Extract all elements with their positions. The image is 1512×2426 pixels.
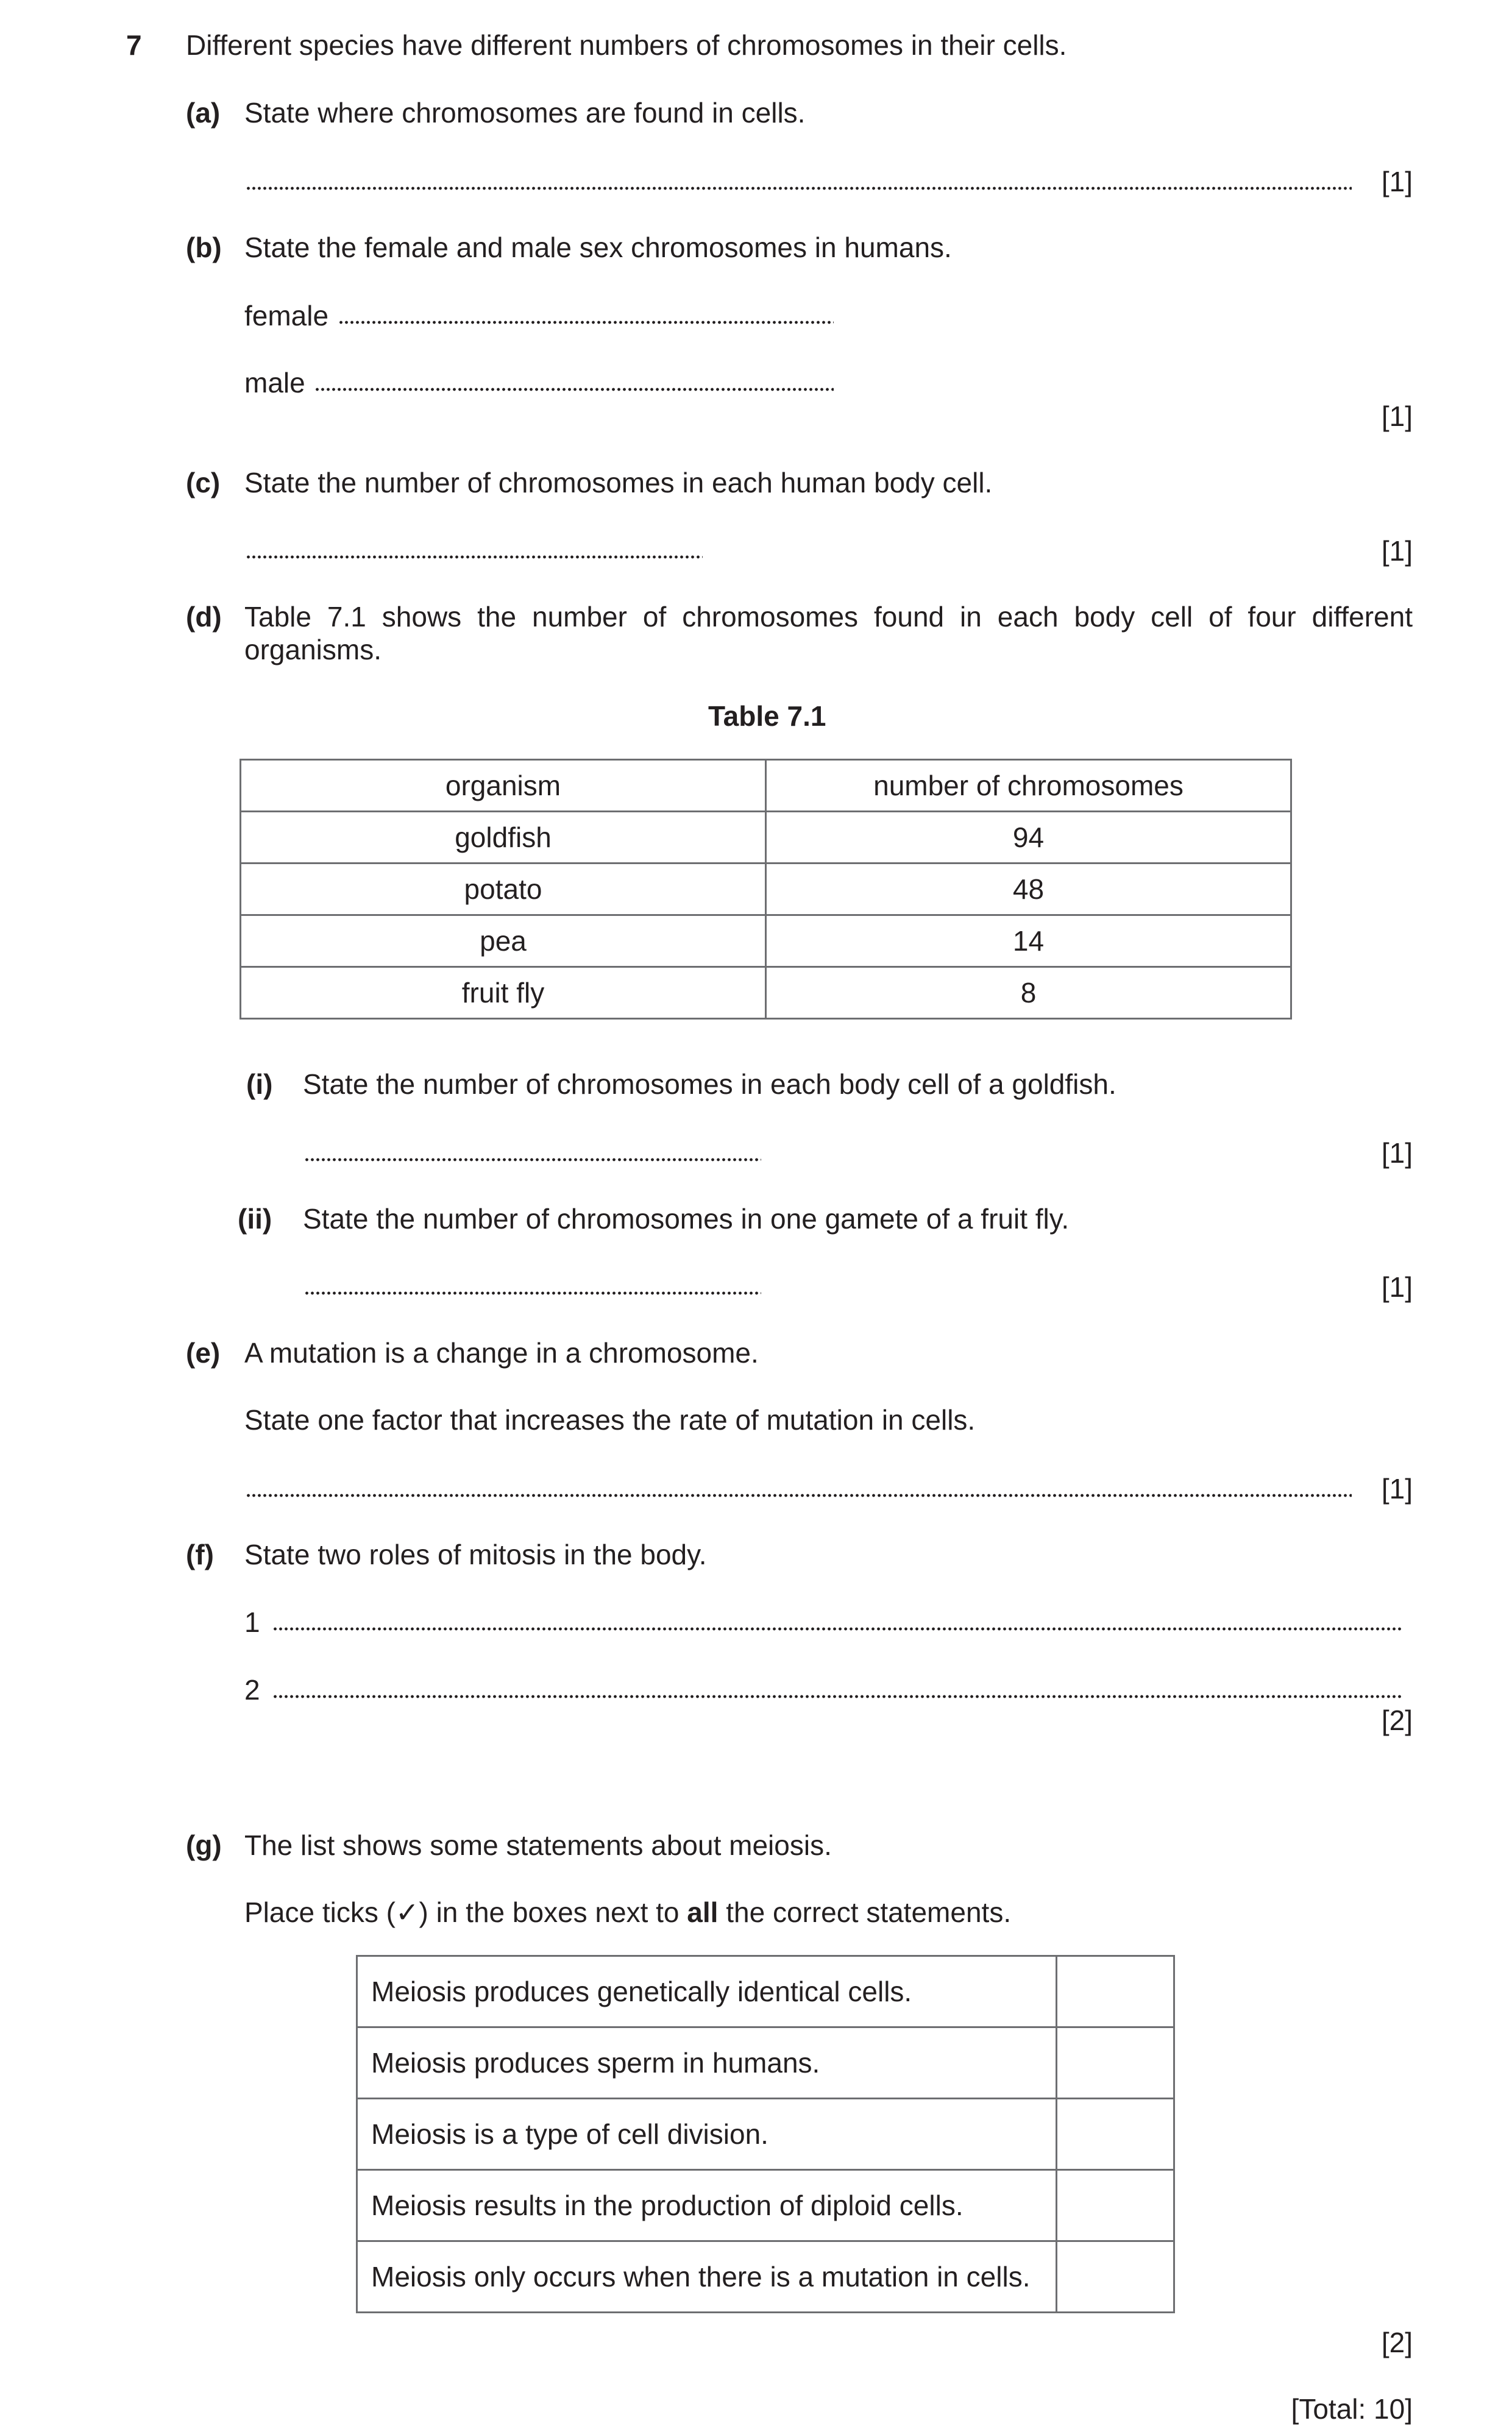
statement-row xyxy=(357,2027,1174,2099)
part-f-label: (f) xyxy=(186,1539,214,1570)
instruction-emphasis: all xyxy=(687,1896,719,1928)
part-d-ii-answer-line[interactable] xyxy=(304,1291,761,1296)
statement-row xyxy=(357,2241,1174,2313)
statement-row xyxy=(357,1956,1174,2027)
part-b-marks: [1] xyxy=(1381,400,1413,432)
female-label: female xyxy=(244,300,329,332)
part-b-text: State the female and male sex chromosomes in humans. xyxy=(244,232,952,263)
part-f-text: State two roles of mitosis in the body. xyxy=(244,1539,707,1570)
table-row xyxy=(241,967,1291,1019)
statement-row xyxy=(357,2170,1174,2241)
part-f-answer-line-1[interactable] xyxy=(272,1626,1403,1631)
question-number: 7 xyxy=(126,29,142,61)
female-answer-line[interactable] xyxy=(338,320,834,325)
table-7-1-title: Table 7.1 xyxy=(708,700,826,732)
part-e-text1: A mutation is a change in a chromosome. xyxy=(244,1337,759,1369)
total-marks: [Total: 10] xyxy=(1291,2393,1413,2425)
part-f-answer-line-2[interactable] xyxy=(272,1694,1403,1699)
part-d-text-line1: Table 7.1 shows the number of chromosomes found in each body cell of four different xyxy=(244,601,1413,633)
chromosome-count-cell: 48 xyxy=(766,864,1291,915)
part-c-label: (c) xyxy=(186,467,221,498)
header-chromosomes: number of chromosomes xyxy=(766,760,1291,812)
organism-cell: goldfish xyxy=(241,812,766,864)
part-e-marks: [1] xyxy=(1381,1473,1413,1505)
chromosome-count-cell: 14 xyxy=(766,915,1291,967)
tick-box[interactable] xyxy=(1057,2099,1174,2170)
part-d-i-label: (i) xyxy=(246,1068,273,1100)
part-d-text-line2: organisms. xyxy=(244,634,382,665)
tick-box[interactable] xyxy=(1057,2170,1174,2241)
part-c-answer-line[interactable] xyxy=(246,555,703,559)
statement-text: Meiosis results in the production of diploid cells. xyxy=(357,2170,1057,2241)
tick-box[interactable] xyxy=(1057,2027,1174,2099)
meiosis-statements-table xyxy=(356,1955,1175,2313)
part-b-label: (b) xyxy=(186,232,222,263)
table-row xyxy=(241,864,1291,915)
statement-row xyxy=(357,2099,1174,2170)
male-label: male xyxy=(244,367,305,399)
statement-text: Meiosis is a type of cell division. xyxy=(357,2099,1057,2170)
part-d-i-answer-line[interactable] xyxy=(304,1157,761,1162)
table-row xyxy=(241,915,1291,967)
tick-box[interactable] xyxy=(1057,1956,1174,2027)
chromosome-table xyxy=(240,759,1292,1020)
header-organism: organism xyxy=(241,760,766,812)
part-e-text2: State one factor that increases the rate of mutation in cells. xyxy=(244,1404,976,1436)
tick-box[interactable] xyxy=(1057,2241,1174,2313)
organism-cell: fruit fly xyxy=(241,967,766,1019)
part-a-marks: [1] xyxy=(1381,166,1413,197)
part-d-i-text: State the number of chromosomes in each body cell of a goldfish. xyxy=(303,1068,1116,1100)
part-f-line1-number: 1 xyxy=(244,1606,260,1638)
part-d-ii-label: (ii) xyxy=(238,1203,272,1235)
part-g-instruction xyxy=(244,1895,1011,1929)
part-c-marks: [1] xyxy=(1381,535,1413,567)
chromosome-count-cell: 94 xyxy=(766,812,1291,864)
part-f-line2-number: 2 xyxy=(244,1674,260,1706)
part-c-text: State the number of chromosomes in each human body cell. xyxy=(244,467,993,498)
part-e-label: (e) xyxy=(186,1337,221,1369)
instruction-text: Place ticks (✓) in the boxes next to xyxy=(244,1896,687,1928)
part-f-marks: [2] xyxy=(1381,1704,1413,1736)
question-intro: Different species have different numbers of chromosomes in their cells. xyxy=(186,29,1067,61)
part-d-ii-text: State the number of chromosomes in one gamete of a fruit fly. xyxy=(303,1203,1070,1235)
part-g-label: (g) xyxy=(186,1829,222,1861)
statement-text: Meiosis only occurs when there is a mutation in cells. xyxy=(357,2241,1057,2313)
table-header-row xyxy=(241,760,1291,812)
part-e-answer-line[interactable] xyxy=(246,1493,1352,1498)
part-d-label: (d) xyxy=(186,601,222,633)
organism-cell: pea xyxy=(241,915,766,967)
part-d-i-marks: [1] xyxy=(1381,1137,1413,1169)
chromosome-count-cell: 8 xyxy=(766,967,1291,1019)
part-a-answer-line[interactable] xyxy=(246,186,1352,191)
organism-cell: potato xyxy=(241,864,766,915)
male-answer-line[interactable] xyxy=(314,387,834,392)
part-a-label: (a) xyxy=(186,97,221,129)
statement-text: Meiosis produces sperm in humans. xyxy=(357,2027,1057,2099)
statement-text: Meiosis produces genetically identical cells. xyxy=(357,1956,1057,2027)
part-a-text: State where chromosomes are found in cells. xyxy=(244,97,806,129)
part-g-text: The list shows some statements about meiosis. xyxy=(244,1829,832,1861)
part-g-marks: [2] xyxy=(1381,2327,1413,2358)
instruction-text-end: the correct statements. xyxy=(718,1896,1012,1928)
table-row xyxy=(241,812,1291,864)
part-d-ii-marks: [1] xyxy=(1381,1271,1413,1303)
